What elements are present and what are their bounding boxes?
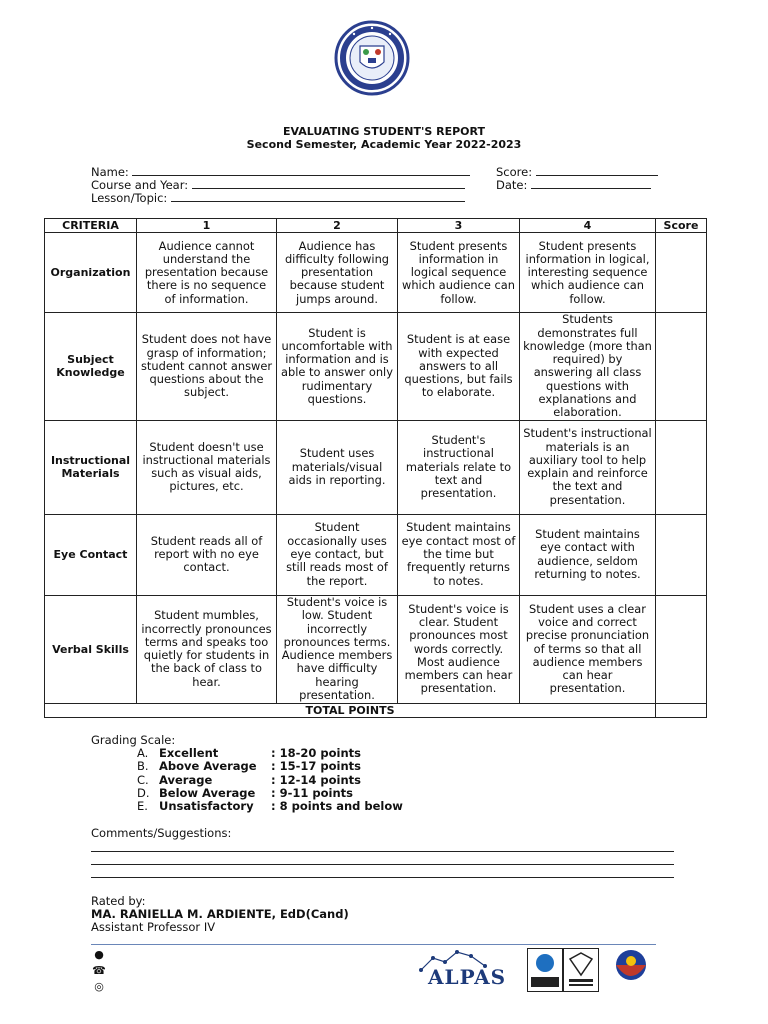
grade-name: Unsatisfactory: [159, 799, 254, 813]
name-line[interactable]: [132, 165, 470, 176]
comment-line[interactable]: [91, 851, 674, 852]
level-description: Audience cannot understand the presentation because there is no sequence of information.: [137, 233, 277, 313]
header-level-2: 2: [277, 219, 398, 233]
course-year-label: Course and Year:: [91, 178, 189, 192]
header-level-4: 4: [520, 219, 656, 233]
grade-name: Below Average: [159, 786, 256, 800]
lesson-topic-label: Lesson/Topic:: [91, 191, 168, 205]
criterion-label: Subject Knowledge: [45, 313, 137, 420]
header-level-3: 3: [398, 219, 520, 233]
grade-points: : 9-11 points: [271, 786, 353, 800]
level-description: Student doesn't use instructional materials such as visual aids, pictures, etc.: [137, 420, 277, 514]
score-cell[interactable]: [656, 233, 707, 313]
level-description: Student maintains eye contact with audience, seldom returning to notes.: [520, 514, 656, 595]
lesson-topic-line[interactable]: [171, 191, 465, 202]
level-description: Student reads all of report with no eye contact.: [137, 514, 277, 595]
table-row: [45, 514, 707, 595]
level-description: Student is at ease with expected answers to all questions, but fails to elaborate.: [398, 313, 520, 420]
level-description: Student occasionally uses eye contact, but still reads most of the report.: [277, 514, 398, 595]
grade-letter: B.: [137, 759, 149, 773]
score-cell[interactable]: [656, 514, 707, 595]
level-description: Student presents information in logical sequence which audience can follow.: [398, 233, 520, 313]
header-level-1: 1: [137, 219, 277, 233]
criterion-label: Instructional Materials: [45, 420, 137, 514]
level-description: Student presents information in logical, interesting sequence which audience can follow.: [520, 233, 656, 313]
grading-scale-label: Grading Scale:: [91, 733, 176, 747]
comments-label: Comments/Suggestions:: [91, 826, 232, 840]
table-row: [45, 595, 707, 703]
grade-points: : 15-17 points: [271, 759, 361, 773]
total-row: [45, 703, 707, 717]
document-title: EVALUATING STUDENT'S REPORT: [282, 125, 486, 138]
level-description: Students demonstrates full knowledge (more than required) by answering all class questions with explanations and elaboration.: [520, 313, 656, 420]
rubric-table: [44, 218, 707, 718]
level-description: Student does not have grasp of information; student cannot answer questions about the subject.: [137, 313, 277, 420]
total-points-label: TOTAL POINTS: [45, 703, 656, 717]
level-description: Audience has difficulty following presentation because student jumps around.: [277, 233, 398, 313]
table-header-row: [45, 219, 707, 233]
level-description: Student uses a clear voice and correct precise pronunciation of terms so that all audience members can hear presentation.: [520, 595, 656, 703]
grade-letter: A.: [137, 746, 149, 760]
name-field[interactable]: [91, 165, 470, 179]
criterion-label: Organization: [45, 233, 137, 313]
bagong-pilipinas-logo: [606, 947, 656, 992]
course-year-field[interactable]: [91, 178, 465, 192]
level-description: Student's voice is clear. Student pronounces most words correctly. Most audience members can hear presentation.: [398, 595, 520, 703]
date-label: Date:: [496, 178, 528, 192]
score-label: Score:: [496, 165, 533, 179]
score-cell[interactable]: [656, 420, 707, 514]
score-cell[interactable]: [656, 313, 707, 420]
rater-position: Assistant Professor IV: [91, 920, 216, 934]
level-description: Student's instructional materials relate to text and presentation.: [398, 420, 520, 514]
header-score: Score: [656, 219, 707, 233]
rated-by-label: Rated by:: [91, 894, 146, 908]
level-description: Student uses materials/visual aids in reporting.: [277, 420, 398, 514]
document-subtitle: Second Semester, Academic Year 2022-2023: [246, 138, 522, 151]
criterion-label: Verbal Skills: [45, 595, 137, 703]
rater-name: MA. RANIELLA M. ARDIENTE, EdD(Cand): [91, 907, 349, 921]
level-description: Student is uncomfortable with information and is able to answer only rudimentary questions.: [277, 313, 398, 420]
level-description: Student maintains eye contact most of the time but frequently returns to notes.: [398, 514, 520, 595]
phone-icon: ☎: [92, 964, 106, 977]
footer-divider: [91, 944, 656, 945]
criterion-label: Eye Contact: [45, 514, 137, 595]
date-line[interactable]: [531, 178, 651, 189]
lesson-topic-field[interactable]: [91, 191, 465, 205]
total-score-cell[interactable]: [656, 703, 707, 717]
grade-letter: D.: [137, 786, 150, 800]
comment-line[interactable]: [91, 864, 674, 865]
grade-points: : 18-20 points: [271, 746, 361, 760]
grade-points: : 8 points and below: [271, 799, 403, 813]
level-description: Student's voice is low. Student incorrectly pronounces terms. Audience members have difficulty hearing presentation.: [277, 595, 398, 703]
grade-letter: E.: [137, 799, 148, 813]
university-seal-logo: [334, 20, 410, 96]
header-criteria: CRITERIA: [45, 219, 137, 233]
score-cell[interactable]: [656, 595, 707, 703]
level-description: Student mumbles, incorrectly pronounces terms and speaks too quietly for students in the back of class to hear.: [137, 595, 277, 703]
course-year-line[interactable]: [192, 178, 465, 189]
score-field[interactable]: [496, 165, 658, 179]
location-icon: ●: [94, 948, 104, 961]
grade-name: Average: [159, 773, 213, 787]
grade-letter: C.: [137, 773, 149, 787]
table-row: [45, 233, 707, 313]
comment-line[interactable]: [91, 877, 674, 878]
ukas-certification-logo: [563, 948, 599, 992]
grade-points: : 12-14 points: [271, 773, 361, 787]
level-description: Student's instructional materials is an auxiliary tool to help explain and reinforce the text and presentation.: [520, 420, 656, 514]
table-row: [45, 420, 707, 514]
date-field[interactable]: [496, 178, 651, 192]
table-row: [45, 313, 707, 420]
name-label: Name:: [91, 165, 129, 179]
iso-certification-logo: [527, 948, 563, 992]
grade-name: Above Average: [159, 759, 257, 773]
alpas-logo-text: ALPAS: [428, 965, 507, 989]
score-line[interactable]: [536, 165, 658, 176]
globe-icon: ◎: [94, 980, 104, 993]
grade-name: Excellent: [159, 746, 219, 760]
